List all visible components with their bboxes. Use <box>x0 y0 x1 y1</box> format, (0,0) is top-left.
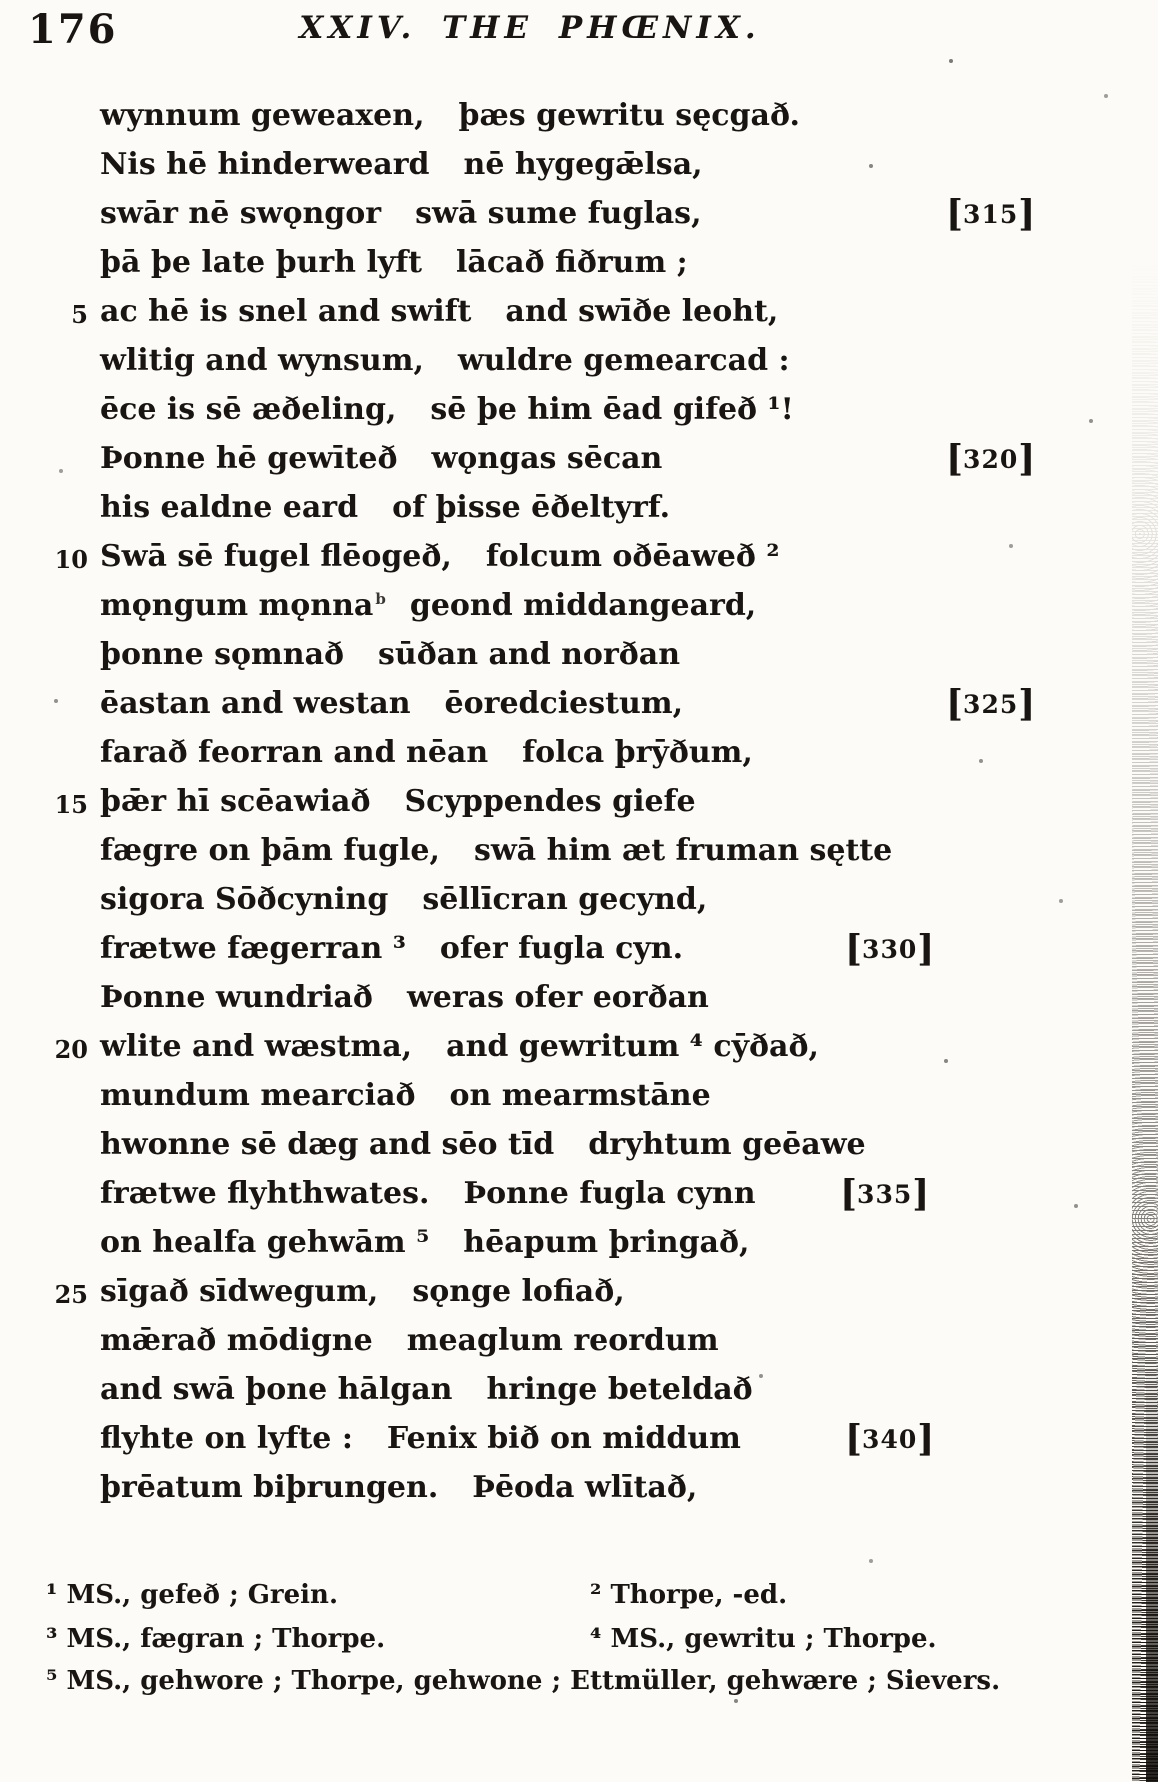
verse-line <box>0 1418 1158 1470</box>
line-number: 10 <box>54 545 88 574</box>
verse-line <box>0 539 1158 588</box>
verse-ref <box>946 193 1036 235</box>
line-number: 25 <box>54 1280 88 1309</box>
verse-line <box>0 1225 1158 1274</box>
verse-text: Þonne hē gewīteð wǫngas sēcan <box>100 441 663 476</box>
verse-ref <box>946 683 1036 725</box>
bracket-close: ] <box>917 928 935 970</box>
verse-line <box>0 1372 1158 1421</box>
verse-text: wlite and wæstma, and gewritum ⁴ cȳðað, <box>100 1029 819 1064</box>
verse-text: wlitig and wynsum, wuldre gemearcad : <box>100 343 790 378</box>
verse-line <box>0 294 1158 343</box>
verse-line <box>0 98 1158 147</box>
bracket-close: ] <box>1018 438 1036 480</box>
footnote-2: ² Thorpe, -ed. <box>590 1580 788 1610</box>
verse-ref-number: 330 <box>862 935 918 964</box>
bracket-close: ] <box>917 1418 935 1460</box>
verse-text: and swā þone hālgan hringe beteldað <box>100 1372 753 1407</box>
verse-ref <box>845 928 935 970</box>
verse-text: þā þe late þurh lyft lācað fiðrum ; <box>100 245 688 280</box>
print-artifact-mark: b <box>375 590 386 608</box>
verse-line <box>0 588 1158 637</box>
verse-ref <box>840 1173 930 1215</box>
verse-text: Þonne wundriað weras ofer eorðan <box>100 980 709 1015</box>
verse-ref <box>946 438 1036 480</box>
verse-text: farað feorran and nēan folca þrȳðum, <box>100 735 753 770</box>
verse-ref-number: 340 <box>862 1425 918 1454</box>
verse-text: ēce is sē æðeling, sē þe him ēad gifeð ¹! <box>100 392 794 427</box>
verse-text: þonne sǫmnað sūðan and norðan <box>100 637 681 672</box>
page-number: 176 <box>28 6 118 53</box>
verse-text: ac hē is snel and swift and swīðe leoht, <box>100 294 779 329</box>
verse-text: frætwe flyhthwates. Þonne fugla cynn <box>100 1176 756 1211</box>
verse-text: mǫngum mǫnna $^b$ geond middangeard, <box>100 588 757 623</box>
bracket-open: [ <box>946 438 964 480</box>
verse-line <box>0 784 1158 833</box>
verse-line <box>0 343 1158 392</box>
verse-text: mundum mearciað on mearmstāne <box>100 1078 711 1113</box>
verse-ref-number: 325 <box>963 690 1019 719</box>
verse-text: þǣr hī scēawiað Scyppendes giefe <box>100 784 696 819</box>
verse-text: Nis hē hinderweard nē hygegǣlsa, <box>100 147 703 182</box>
verse-line <box>0 928 1158 980</box>
verse-line <box>0 438 1158 490</box>
verse-text: swār nē swǫngor swā sume fuglas, <box>100 196 702 231</box>
bracket-close: ] <box>912 1173 930 1215</box>
verse-line <box>0 147 1158 196</box>
verse-text: on healfa gehwām ⁵ hēapum þringað, <box>100 1225 750 1260</box>
verse-line <box>0 637 1158 686</box>
footnote-3: ³ MS., fægran ; Thorpe. <box>46 1624 386 1654</box>
verse-text: sigora Sōðcyning sēllīcran gecynd, <box>100 882 708 917</box>
verse-ref-number: 320 <box>963 445 1019 474</box>
footnote-5: ⁵ MS., gehwore ; Thorpe, gehwone ; Ettmüller, gehwære ; Sievers. <box>46 1666 1001 1696</box>
scan-artifact-specks <box>0 0 2 2</box>
verse-text: mǣrað mōdigne meaglum reordum <box>100 1323 719 1358</box>
verse-ref-number: 335 <box>857 1180 913 1209</box>
verse-line <box>0 245 1158 294</box>
verse-text: þrēatum biþrungen. Þēoda wlītað, <box>100 1470 698 1505</box>
verse-line <box>0 980 1158 1029</box>
bracket-open: [ <box>946 683 964 725</box>
bracket-open: [ <box>946 193 964 235</box>
line-number: 5 <box>71 300 88 329</box>
verse-ref <box>845 1418 935 1460</box>
line-number: 15 <box>54 790 88 819</box>
verse-text: Swā sē fugel flēogeð, folcum oðēaweð ² <box>100 539 780 574</box>
bracket-open: [ <box>845 928 863 970</box>
verse-line <box>0 1323 1158 1372</box>
poem-text <box>0 98 1158 1519</box>
verse-line <box>0 833 1158 882</box>
verse-text: sīgað sīdwegum, sǫnge lofiað, <box>100 1274 625 1309</box>
verse-text: hwonne sē dæg and sēo tīd dryhtum geēawe <box>100 1127 866 1162</box>
verse-line <box>0 392 1158 441</box>
verse-line <box>0 1127 1158 1176</box>
verse-line <box>0 490 1158 539</box>
verse-line <box>0 1029 1158 1078</box>
verse-text: his ealdne eard of þisse ēðeltyrf. <box>100 490 671 525</box>
bracket-close: ] <box>1018 683 1036 725</box>
verse-text: frætwe fægerran ³ ofer fugla cyn. <box>100 931 684 966</box>
footnote-4: ⁴ MS., gewritu ; Thorpe. <box>590 1624 937 1654</box>
verse-line <box>0 683 1158 735</box>
verse-text: flyhte on lyfte : Fenix bið on middum <box>100 1421 741 1456</box>
verse-line <box>0 193 1158 245</box>
scan-artifact-bottom-right <box>1146 1352 1158 1782</box>
verse-line <box>0 1173 1158 1225</box>
verse-text: ēastan and westan ēoredciestum, <box>100 686 684 721</box>
verse-line <box>0 882 1158 931</box>
verse-line <box>0 735 1158 784</box>
bracket-open: [ <box>845 1418 863 1460</box>
verse-line <box>0 1274 1158 1323</box>
bracket-open: [ <box>840 1173 858 1215</box>
verse-line <box>0 1470 1158 1519</box>
verse-ref-number: 315 <box>963 200 1019 229</box>
footnote-1: ¹ MS., gefeð ; Grein. <box>46 1580 338 1610</box>
verse-line <box>0 1078 1158 1127</box>
verse-text: wynnum geweaxen, þæs gewritu sęcgað. <box>100 98 800 133</box>
verse-text: fægre on þām fugle, swā him æt fruman sętte <box>100 833 893 868</box>
running-title: XXIV. THE PHŒNIX. <box>299 10 761 46</box>
bracket-close: ] <box>1018 193 1036 235</box>
footnotes <box>0 1580 1158 1740</box>
line-number: 20 <box>54 1035 88 1064</box>
